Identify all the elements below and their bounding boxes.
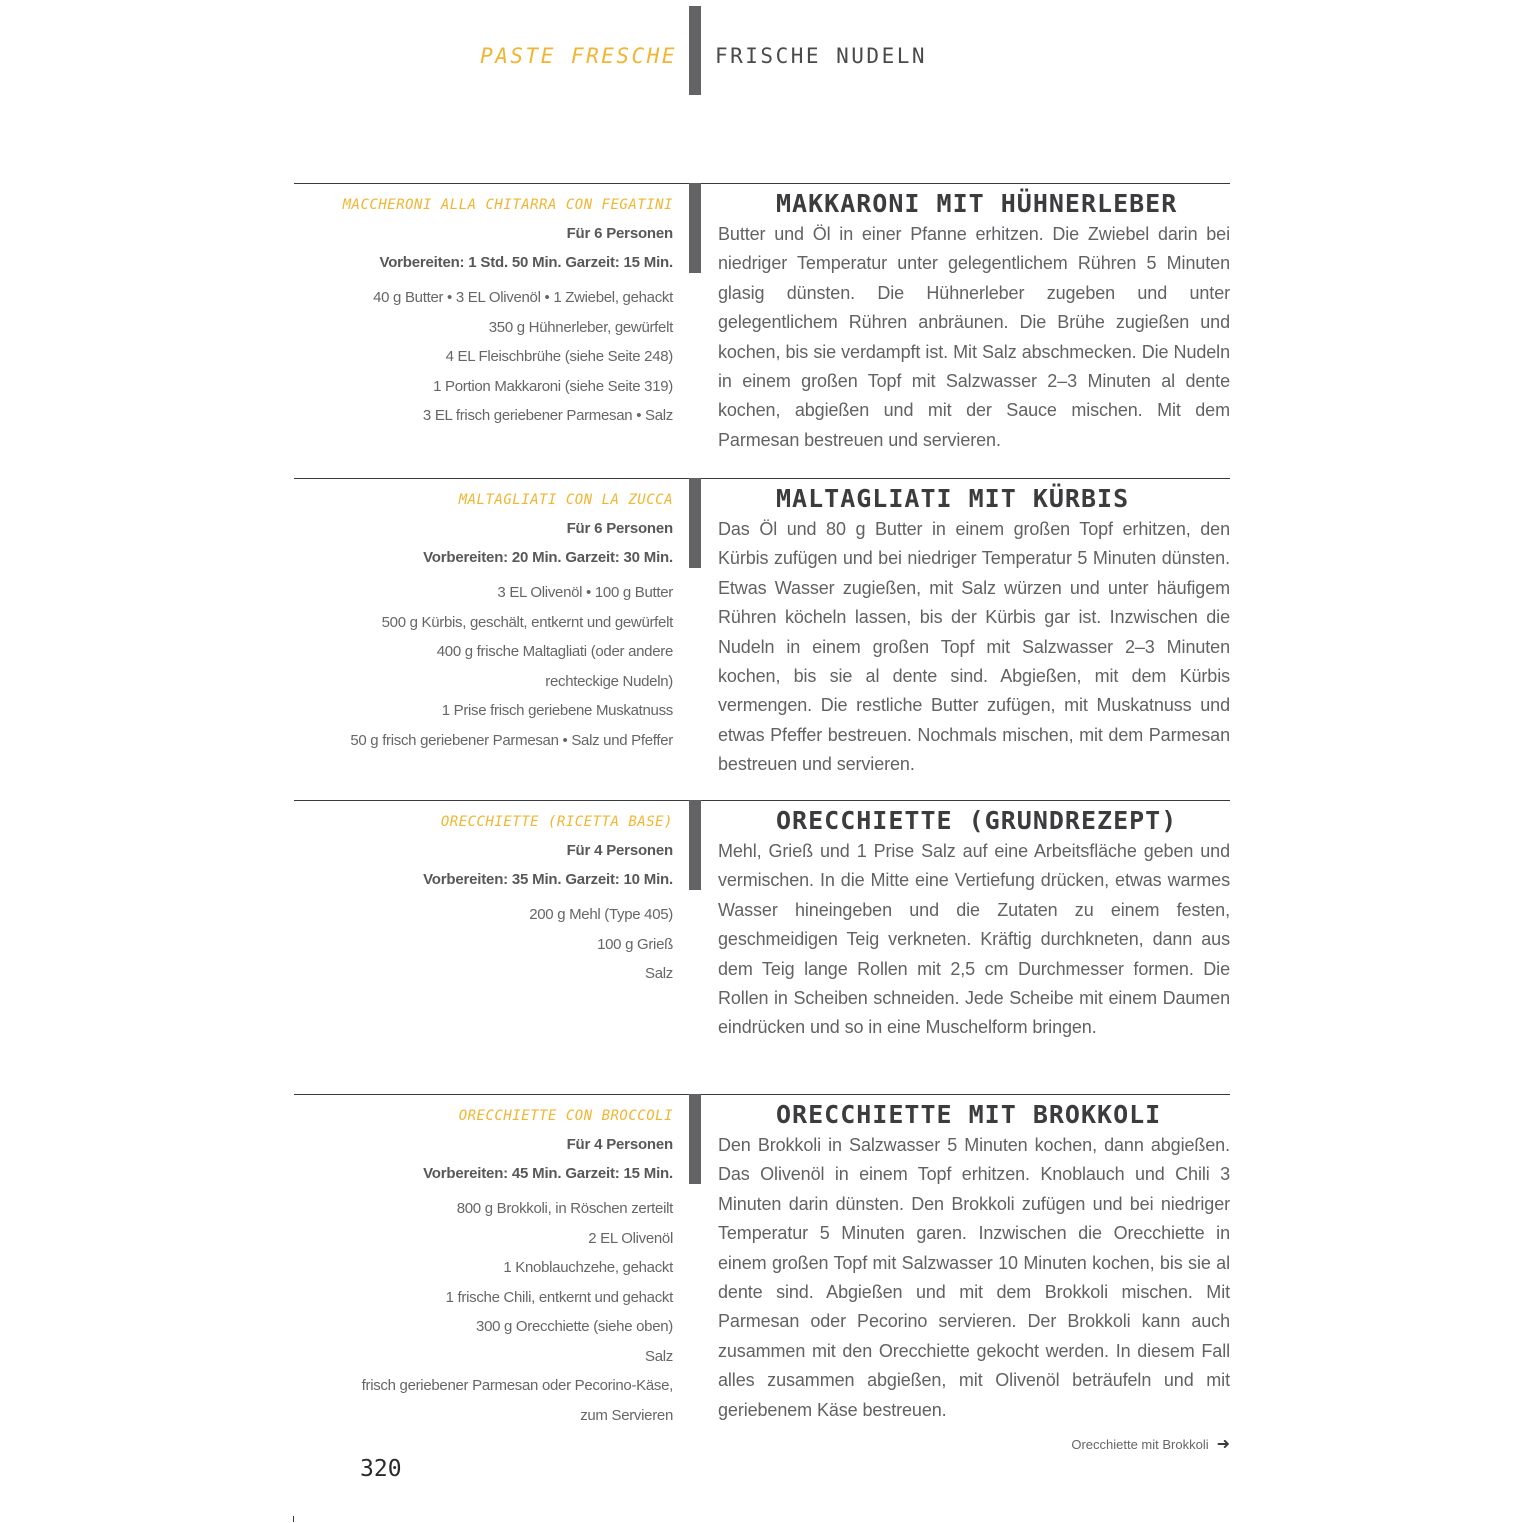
recipe-method: Butter und Öl in einer Pfanne erhitzen. Die Zwiebel darin bei niedriger Temperatur unter gelegentlichem Rühren 5 Minuten glasig dünsten. Die Hühnerleber zugeben und unter gelegentlichem Rühren anbräunen. Die Brühe zugießen und kochen, bis sie verdampft ist. Mit Salz abschmecken. Die Nudeln in einem großen Topf mit Salzwasser 2–3 Minuten al dente kochen, abgießen und mit der Sauce mischen. Mit dem Parmesan bestreuen und servieren. (718, 224, 1230, 450)
crop-mark (293, 1516, 294, 1522)
recipe-servings: Für 6 Personen (566, 225, 673, 242)
recipe-divider-bar (689, 800, 701, 890)
ingredient-item: 350 g Hühnerleber, gewürfelt (488, 318, 673, 336)
ingredient-item: 3 EL Olivenöl • 100 g Butter (497, 584, 673, 601)
cross-reference-label: Orecchiette mit Brokkoli (1071, 1437, 1209, 1452)
ingredient-item: 200 g Mehl (Type 405) (529, 906, 673, 923)
ingredient-list (373, 283, 673, 431)
recipe-servings: Für 4 Personen (566, 1136, 673, 1153)
recipe-method: Den Brokkoli in Salzwasser 5 Minuten kochen, dann abgießen. Das Olivenöl in einem Topf erhitzen. Knoblauch und Chili 3 Minuten darin dünsten. Den Brokkoli zufügen und bei niedriger Temperatur 5 Minuten garen. Inzwischen die Orecchiette in einem großen Topf mit Salzwasser 10 Minuten kochen, bis sie al dente sind. Abgießen und mit dem Brokkoli mischen. Mit Parmesan oder Pecorino servieren. Der Brokkoli kann auch zusammen mit den Orecchiette gekocht werden. In diesem Fall alles zusammen abgießen, mit Olivenöl beträufeln und mit geriebenem Käse bestreuen. (718, 1135, 1230, 1420)
ingredient-item: 2 EL Olivenöl (588, 1229, 673, 1247)
recipe-servings: Für 6 Personen (566, 520, 673, 537)
ingredient-item: frisch geriebener Parmesan oder Pecorino-Käse, (361, 1377, 673, 1394)
ingredient-item: 400 g frische Maltagliati (oder andere (436, 643, 673, 660)
recipe-method: Das Öl und 80 g Butter in einem großen Topf erhitzen, den Kürbis zufügen und bei niedriger Temperatur 5 Minuten dünsten. Etwas Wasser zugießen, mit Salz würzen und unter häufigem Rühren köcheln lassen, bis der Kürbis gar ist. Inzwischen die Nudeln in einem großen Topf mit Salzwasser 2–3 Minuten kochen, bis sie al dente sind. Abgießen, mit dem Kürbis vermengen. Die restliche Butter zufügen, mit Muskatnuss und etwas Pfeffer bestreuen. Nochmals mischen, mit dem Parmesan bestreuen und servieren. (718, 519, 1230, 775)
ingredient-item: 800 g Brokkoli, in Röschen zerteilt (456, 1200, 673, 1217)
ingredient-item: 1 Knoblauchzehe, gehackt (503, 1259, 673, 1276)
recipe-divider-bar (689, 1094, 701, 1184)
section-title-german: FRISCHE NUDELN (715, 44, 928, 68)
ingredient-list (350, 578, 673, 755)
ingredient-item: 4 EL Fleischbrühe (siehe Seite 248) (445, 348, 673, 365)
recipe-divider-bar (689, 478, 701, 568)
recipe-times: Vorbereiten: 20 Min. Garzeit: 30 Min. (423, 549, 673, 566)
recipe-top-rule (294, 1094, 1230, 1095)
ingredient-item: 50 g frisch geriebener Parmesan • Salz und Pfeffer (350, 731, 673, 749)
ingredient-item: rechteckige Nudeln) (545, 672, 673, 690)
header-divider-bar (689, 6, 701, 95)
recipe-title-italian: MACCHERONI ALLA CHITARRA CON FEGATINI (342, 197, 673, 213)
recipe-title-italian: MALTAGLIATI CON LA ZUCCA (458, 492, 673, 508)
recipe-title-italian: ORECCHIETTE CON BROCCOLI (458, 1108, 673, 1124)
ingredient-item: 500 g Kürbis, geschält, entkernt und gewürfelt (381, 613, 673, 631)
recipe-title-italian: ORECCHIETTE (RICETTA BASE) (440, 814, 673, 830)
ingredient-item: 1 Portion Makkaroni (siehe Seite 319) (433, 377, 673, 395)
cross-reference-link[interactable] (1071, 1434, 1230, 1454)
ingredient-list (529, 900, 673, 989)
ingredient-list (362, 1194, 673, 1430)
recipe-top-rule (294, 800, 1230, 801)
ingredient-item: 3 EL frisch geriebener Parmesan • Salz (422, 407, 673, 424)
ingredient-item: 40 g Butter • 3 EL Olivenöl • 1 Zwiebel, gehackt (373, 289, 673, 306)
ingredient-item: Salz (645, 965, 673, 982)
ingredient-item: Salz (645, 1347, 673, 1365)
recipe-title-german: ORECCHIETTE MIT BROKKOLI (776, 1100, 1162, 1129)
ingredient-item: zum Servieren (580, 1406, 673, 1424)
recipe-times: Vorbereiten: 45 Min. Garzeit: 15 Min. (423, 1165, 673, 1182)
ingredient-item: 1 frische Chili, entkernt und gehackt (445, 1288, 673, 1306)
ingredient-item: 100 g Grieß (597, 935, 673, 953)
recipe-divider-bar (689, 183, 701, 273)
recipe-times: Vorbereiten: 35 Min. Garzeit: 10 Min. (423, 871, 673, 888)
recipe-title-german: MAKKARONI MIT HÜHNERLEBER (776, 189, 1178, 218)
section-title-italian: PASTE FRESCHE (480, 44, 677, 68)
recipe-servings: Für 4 Personen (566, 842, 673, 859)
page-number: 320 (360, 1456, 402, 1482)
ingredient-item: 1 Prise frisch geriebene Muskatnuss (441, 702, 673, 719)
recipe-top-rule (294, 183, 1230, 184)
recipe-method: Mehl, Grieß und 1 Prise Salz auf eine Arbeitsfläche geben und vermischen. In die Mitte eine Vertiefung drücken, etwas warmes Wasser hineingeben und die Zutaten zu einem festen, geschmeidigen Teig verkneten. Kräftig durchkneten, dann aus dem Teig lange Rollen mit 2,5 cm Durchmesser formen. Die Rollen in Scheiben schneiden. Jede Scheibe mit einem Daumen eindrücken und so in eine Muschelform bringen. (718, 841, 1230, 1038)
recipe-title-german: ORECCHIETTE (GRUNDREZEPT) (776, 806, 1178, 835)
ingredient-item: 300 g Orecchiette (siehe oben) (476, 1318, 673, 1335)
arrow-right-icon: ➜ (1216, 1436, 1230, 1453)
recipe-times: Vorbereiten: 1 Std. 50 Min. Garzeit: 15 Min. (379, 254, 673, 271)
recipe-title-german: MALTAGLIATI MIT KÜRBIS (776, 484, 1130, 513)
recipe-top-rule (294, 478, 1230, 479)
